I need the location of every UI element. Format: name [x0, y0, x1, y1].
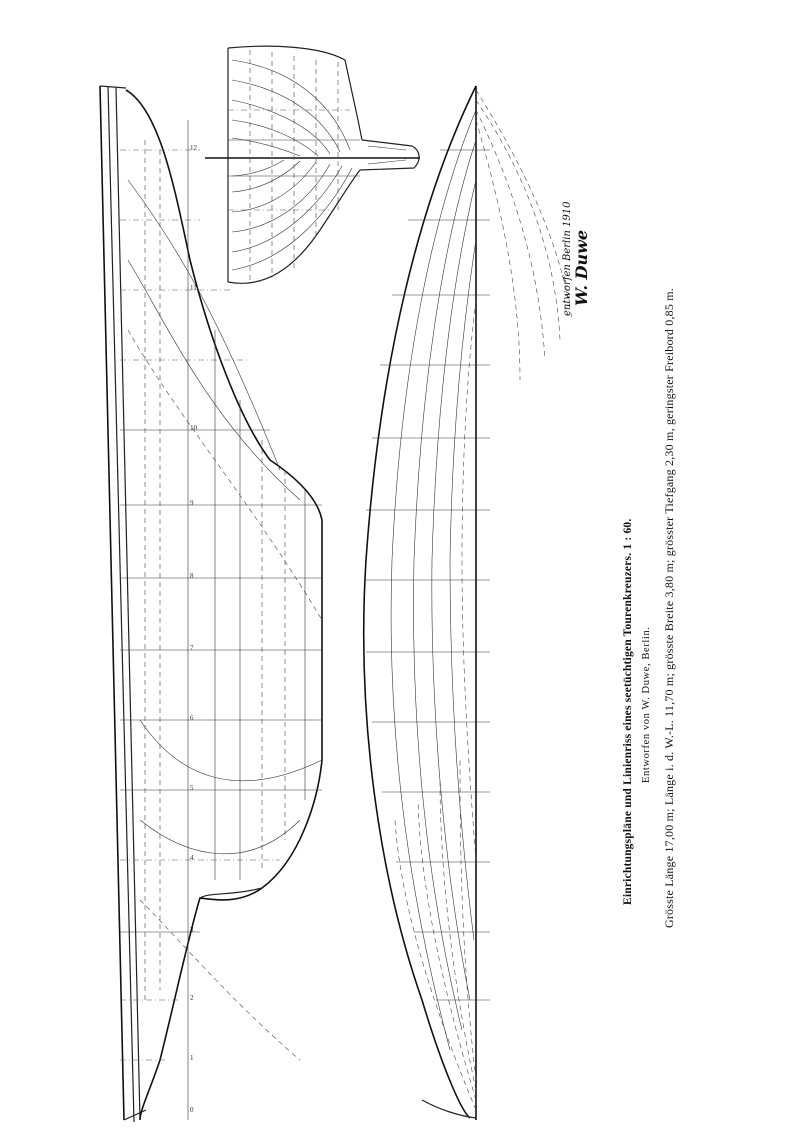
station-label: 12 — [190, 144, 197, 152]
stern-cap — [124, 1110, 146, 1120]
rail-line — [116, 88, 140, 1120]
half-breadth-plan — [364, 86, 572, 1120]
station-label: 5 — [190, 784, 194, 792]
signature-date: entworfen Berlin 1910 — [562, 201, 573, 316]
half-breadth-diagonals — [395, 90, 572, 1110]
half-breadth-stations — [364, 150, 490, 1000]
station-label: 11 — [190, 284, 197, 292]
station-label: 2 — [190, 994, 194, 1002]
keel-fin — [360, 140, 419, 170]
station-label: 10 — [190, 424, 197, 432]
profile-station-lines — [120, 150, 322, 1060]
station-label: 6 — [190, 714, 194, 722]
designer-signature — [548, 200, 591, 320]
body-plan — [205, 46, 420, 283]
bow-cap — [100, 86, 126, 88]
caption-author: Entworfen von W. Duwe, Berlin. — [641, 626, 652, 783]
station-label: 3 — [190, 926, 194, 934]
keel-profile — [126, 90, 322, 1120]
station-label: 7 — [190, 644, 194, 652]
body-plan-grid — [228, 50, 360, 280]
profile-view — [100, 86, 322, 1122]
profile-diagonals — [128, 180, 322, 1060]
caption-title: Einrichtungspläne und Linienriss eines seetüchtigen Tourenkreuzers. 1 : 60. — [622, 518, 634, 905]
body-plan-sections — [232, 60, 352, 270]
profile-buttock-lines — [145, 140, 305, 1000]
station-label: 9 — [190, 499, 194, 507]
station-label: 8 — [190, 572, 194, 580]
body-plan-frame — [228, 46, 362, 282]
station-label: 0 — [190, 1106, 194, 1114]
station-labels — [190, 144, 198, 1114]
caption-dimensions: Grösste Länge 17,00 m; Länge i. d. W.-L. 11,70 m; grösste Breite 3,80 m; grösster Tiefgang 2,30 m, geringster Freibord 0,85 m. — [662, 287, 676, 928]
half-breadth-outline — [364, 86, 476, 1118]
station-label: 4 — [190, 854, 194, 862]
station-label: 1 — [190, 1054, 194, 1062]
signature-name: W. Duwe — [572, 229, 591, 306]
